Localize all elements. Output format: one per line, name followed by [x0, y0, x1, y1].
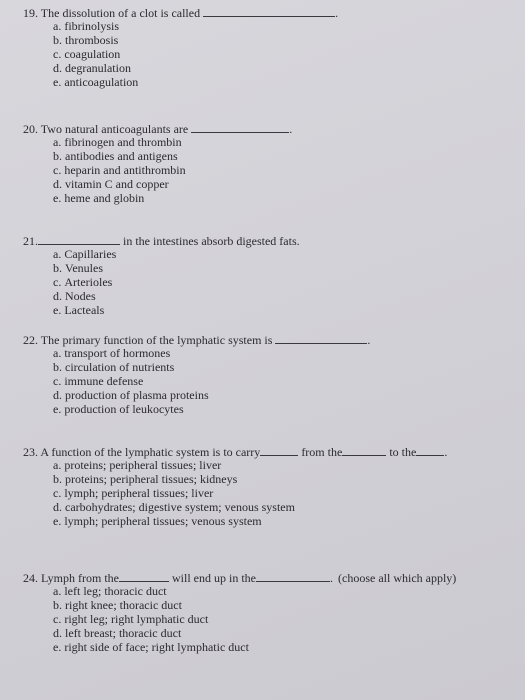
question-number: 20.	[23, 122, 38, 136]
question-text: Two natural anticoagulants are	[40, 122, 189, 136]
answer-blank-3[interactable]	[416, 444, 444, 456]
option-a[interactable]: a. fibrinogen and thrombin	[53, 135, 182, 149]
option-d[interactable]: d. carbohydrates; digestive system; venous system	[53, 500, 295, 514]
question-22	[23, 332, 370, 416]
question-number: 21.	[23, 234, 38, 248]
answer-blank-2[interactable]	[342, 444, 386, 456]
option-c[interactable]: c. coagulation	[53, 47, 121, 61]
question-text-2: will end up in the	[172, 571, 256, 585]
option-e[interactable]: e. right side of face; right lymphatic duct	[53, 640, 249, 654]
option-c[interactable]: c. lymph; peripheral tissues; liver	[53, 486, 214, 500]
option-e[interactable]: e. heme and globin	[53, 191, 145, 205]
question-21	[23, 233, 300, 317]
option-b[interactable]: b. antibodies and antigens	[53, 149, 178, 163]
question-text-2: from the	[301, 445, 343, 459]
question-number: 19.	[23, 6, 38, 20]
option-a[interactable]: a. proteins; peripheral tissues; liver	[53, 458, 222, 472]
question-text: The dissolution of a clot is called	[40, 6, 201, 20]
option-e[interactable]: e. production of leukocytes	[53, 402, 184, 416]
question-text: in the intestines absorb digested fats.	[123, 234, 300, 248]
option-d[interactable]: d. production of plasma proteins	[53, 388, 209, 402]
answer-blank[interactable]	[38, 233, 120, 245]
option-e[interactable]: e. Lacteals	[53, 303, 105, 317]
answer-blank-1[interactable]	[119, 570, 169, 582]
option-e[interactable]: e. lymph; peripheral tissues; venous system	[53, 514, 262, 528]
question-23	[23, 444, 447, 528]
option-d[interactable]: d. degranulation	[53, 61, 131, 75]
answer-blank-1[interactable]	[260, 444, 298, 456]
option-d[interactable]: d. left breast; thoracic duct	[53, 626, 182, 640]
option-list	[23, 584, 456, 654]
question-stem: 24. Lymph from the will end up in the . (choose all which apply)	[23, 571, 457, 585]
question-24	[23, 570, 456, 654]
question-stem	[23, 233, 300, 247]
option-list	[23, 19, 338, 89]
answer-blank[interactable]	[191, 121, 289, 133]
question-stem: 22. The primary function of the lymphatic system is .	[23, 333, 371, 347]
option-b[interactable]: b. Venules	[53, 261, 103, 275]
question-text: The primary function of the lymphatic system is	[40, 333, 273, 347]
option-a[interactable]: a. left leg; thoracic duct	[53, 584, 167, 598]
option-c[interactable]: c. Arterioles	[53, 275, 113, 289]
question-text: A function of the lymphatic system is to carry	[40, 445, 261, 459]
question-stem: 19. The dissolution of a clot is called .	[23, 6, 339, 20]
answer-blank-2[interactable]	[256, 570, 330, 582]
option-a[interactable]: a. Capillaries	[53, 247, 117, 261]
question-number: 23.	[23, 445, 38, 459]
option-c[interactable]: c. right leg; right lymphatic duct	[53, 612, 209, 626]
question-19	[23, 5, 338, 89]
option-e[interactable]: e. anticoagulation	[53, 75, 139, 89]
option-b[interactable]: b. circulation of nutrients	[53, 360, 175, 374]
option-a[interactable]: a. transport of hormones	[53, 346, 171, 360]
question-number: 22.	[23, 333, 38, 347]
question-text-3: to the	[389, 445, 417, 459]
option-d[interactable]: d. Nodes	[53, 289, 96, 303]
option-list	[23, 247, 300, 317]
option-d[interactable]: d. vitamin C and copper	[53, 177, 169, 191]
option-list	[23, 346, 370, 416]
answer-blank[interactable]	[203, 5, 335, 17]
question-number: 24.	[23, 571, 38, 585]
question-note: (choose all which apply)	[338, 571, 457, 585]
question-text: Lymph from the	[41, 571, 119, 585]
option-list	[23, 135, 292, 205]
question-stem: 20. Two natural anticoagulants are .	[23, 122, 293, 136]
question-stem: 23. A function of the lymphatic system is to carry from the to the .	[23, 445, 448, 459]
option-list	[23, 458, 447, 528]
option-b[interactable]: b. thrombosis	[53, 33, 119, 47]
option-c[interactable]: c. heparin and antithrombin	[53, 163, 186, 177]
answer-blank[interactable]	[275, 332, 367, 344]
question-20	[23, 121, 292, 205]
option-b[interactable]: b. right knee; thoracic duct	[53, 598, 182, 612]
option-b[interactable]: b. proteins; peripheral tissues; kidneys	[53, 472, 238, 486]
option-a[interactable]: a. fibrinolysis	[53, 19, 119, 33]
option-c[interactable]: c. immune defense	[53, 374, 144, 388]
